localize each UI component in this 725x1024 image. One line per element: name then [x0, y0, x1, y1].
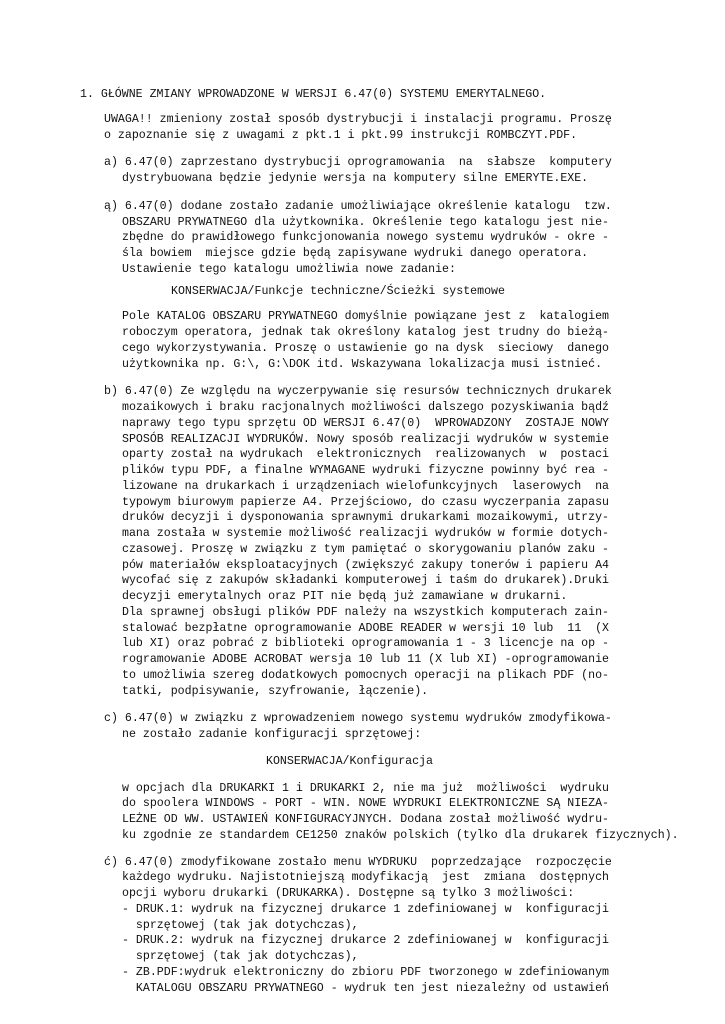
point-a-ogonek-line: ą) 6.47(0) dodane zostało zadanie umożliwiające określenie katalogu tzw. — [104, 200, 612, 213]
point-b-line: rogramowanie ADOBE ACROBAT wersja 10 lub 11 (X lub XI) -oprogramowanie — [122, 653, 610, 666]
point-b-line: wycofać się z zakupów składanki komputerowej i taśm do drukarek).Druki — [122, 574, 610, 587]
point-b-line: to umożliwia szereg dodatkowych pomocnych operacji na plikach PDF (no- — [122, 669, 610, 682]
point-a-ogonek-2-line: użytkownika np. G:\, G:\DOK itd. Wskazywana lokalizacja musi istnieć. — [122, 358, 603, 371]
point-c-acute-line: - DRUK.1: wydruk na fizycznej drukarce 1 zdefiniowanej w konfiguracji — [122, 903, 610, 916]
point-b-line: mana została w systemie możliwość realizacji wydruków w formie dotych- — [122, 527, 610, 540]
point-b-line: decyzji emerytalnych oraz PIT nie będą już zamawiane w drukarni. — [122, 590, 568, 603]
point-b-line: lizowane na drukarkach i urządzeniach wielofunkcyjnych laserowych na — [122, 480, 610, 493]
intro-line: UWAGA!! zmieniony został sposób dystrybucji i instalacji programu. Proszę — [104, 113, 612, 126]
point-c-acute-line: sprzętowej (tak jak dotychczas), — [122, 950, 359, 963]
point-c-acute-line: - ZB.PDF:wydruk elektroniczny do zbioru PDF tworzonego w zdefiniowanym — [122, 966, 610, 979]
section-heading: 1. GŁÓWNE ZMIANY WPROWADZONE W WERSJI 6.47(0) SYSTEMU EMERYTALNEGO. — [80, 88, 547, 101]
point-c-2-line: ku zgodnie ze standardem CE1250 znaków polskich (tylko dla drukarek fizycznych). — [122, 829, 679, 842]
point-a-ogonek-2-line: roboczym operatora, jednak tak określony katalog jest trudny do bieżą- — [122, 326, 610, 339]
point-c-2-line: LEŻNE OD WW. USTAWIEŃ KONFIGURACYJNYCH. Dodana został możliwość wydru- — [122, 813, 610, 826]
menu-path: KONSERWACJA/Konfiguracja — [266, 755, 433, 768]
point-b-line: typowym biurowym papierze A4. Przejściowo, do czasu wyczerpania zapasu — [122, 496, 610, 509]
point-a-ogonek-line: śla bowiem miejsce gdzie będą zapisywane wydruki danego operatora. — [122, 247, 589, 260]
point-a-ogonek-line: zbędne do prawidłowego funkcjonowania nowego systemu wydruków - okre - — [122, 231, 610, 244]
point-c-line: ne zostało zadanie konfiguracji sprzętowej: — [122, 728, 422, 741]
point-a-line: dystrybuowana będzie jedynie wersja na komputery silne EMERYTE.EXE. — [122, 172, 589, 185]
point-b-line: plików typu PDF, a finalne WYMAGANE wydruki fizyczne powinny być rea - — [122, 464, 610, 477]
point-c-acute-line: ć) 6.47(0) zmodyfikowane zostało menu WYDRUKU poprzedzające rozpoczęcie — [104, 856, 612, 869]
point-a-ogonek-2-line: cego wykorzystywania. Proszę o ustawienie go na dysk sieciowy danego — [122, 342, 610, 355]
point-a-ogonek-2-line: Pole KATALOG OBSZARU PRYWATNEGO domyślnie powiązane jest z katalogiem — [122, 310, 610, 323]
point-c-acute-line: opcji wyboru drukarki (DRUKARKA). Dostępne są tylko 3 możliwości: — [122, 887, 575, 900]
point-c-2-line: do spoolera WINDOWS - PORT - WIN. NOWE WYDRUKI ELEKTRONICZNE SĄ NIEZA- — [122, 797, 610, 810]
point-b-line: pów materiałów eksploatacyjnych (zwiększyć zakupy tonerów i papieru A4 — [122, 559, 610, 572]
point-a-ogonek-line: Ustawienie tego katalogu umożliwia nowe zadanie: — [122, 263, 456, 276]
point-b-line: lub XI) oraz pobrać z biblioteki oprogramowania 1 - 3 licencje na op - — [122, 637, 610, 650]
point-c-acute-line: sprzętowej (tak jak dotychczas), — [122, 919, 359, 932]
point-b-line: tatki, podpisywanie, szyfrowanie, łączenie). — [122, 685, 429, 698]
point-b-line: b) 6.47(0) Ze względu na wyczerpywanie się resursów technicznych drukarek — [104, 385, 612, 398]
point-c-line: c) 6.47(0) w związku z wprowadzeniem nowego systemu wydruków zmodyfikowa- — [104, 712, 612, 725]
point-b-line: oparty został na wydrukach elektronicznych realizowanych w postaci — [122, 448, 610, 461]
intro-line: o zapoznanie się z uwagami z pkt.1 i pkt.99 instrukcji ROMBCZYT.PDF. — [104, 129, 578, 142]
point-b-line: mozaikowych i braku racjonalnych możliwości dalszego pozyskiwania bądź — [122, 401, 610, 414]
point-b-line: Dla sprawnej obsługi plików PDF należy na wszystkich komputerach zain- — [122, 606, 610, 619]
point-b-line: SPOSÓB REALIZACJI WYDRUKÓW. Nowy sposób realizacji wydruków w systemie — [122, 433, 610, 446]
point-b-line: druków decyzji i dysponowania sprawnymi drukarkami mozaikowymi, utrzy- — [122, 511, 610, 524]
point-c-acute-line: KATALOGU OBSZARU PRYWATNEGO - wydruk ten jest niezależny od ustawień — [122, 982, 610, 995]
point-c-2-line: w opcjach dla DRUKARKI 1 i DRUKARKI 2, nie ma już możliwości wydruku — [122, 782, 610, 795]
point-b-line: stalować bezpłatne oprogramowanie ADOBE READER w wersji 10 lub 11 (X — [122, 622, 610, 635]
point-b-line: czasowej. Proszę w związku z tym pamiętać o skorygowaniu planów zaku - — [122, 543, 610, 556]
point-c-acute-line: każdego wydruku. Najistotniejszą modyfikacją jest zmiana dostępnych — [122, 871, 610, 884]
point-c-acute-line: - DRUK.2: wydruk na fizycznej drukarce 2 zdefiniowanej w konfiguracji — [122, 934, 610, 947]
point-b-line: naprawy tego typu sprzętu OD WERSJI 6.47(0) WPROWADZONY ZOSTAJE NOWY — [122, 417, 610, 430]
point-a-ogonek-line: OBSZARU PRYWATNEGO dla użytkownika. Określenie tego katalogu jest nie- — [122, 216, 610, 229]
point-a-line: a) 6.47(0) zaprzestano dystrybucji oprogramowania na słabsze komputery — [104, 156, 612, 169]
menu-path: KONSERWACJA/Funkcje techniczne/Ścieżki systemowe — [171, 285, 505, 298]
